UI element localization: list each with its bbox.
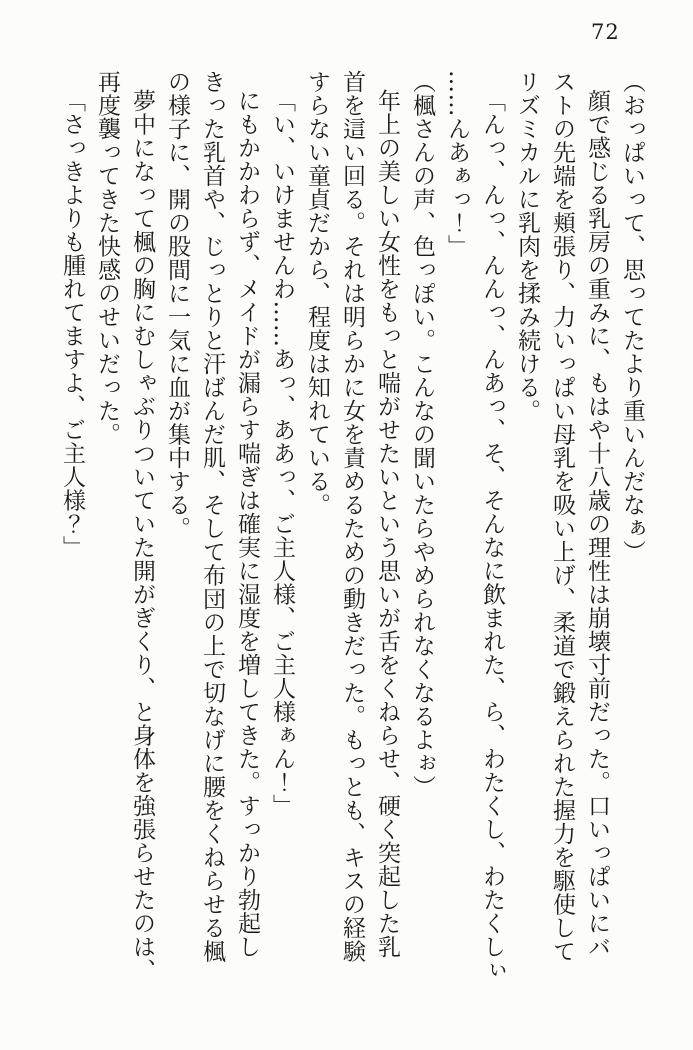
text-line: すらない童貞だから、程度は知れている。 xyxy=(304,70,330,517)
text-line: ……んあぁっ！」 xyxy=(444,70,470,258)
page-number: 72 xyxy=(591,20,620,44)
text-line: 年上の美しい女性をもっと喘がせたいという思いが舌をくねらせ、硬く突起した乳 xyxy=(374,89,400,959)
text-line: （おっぱいって、思ってたより重いんだなぁ） xyxy=(619,70,645,564)
text-line: 夢中になって楓の胸にむしゃぶりついていた開がぎくり、と身体を強張らせたのは、 xyxy=(129,89,155,982)
text-line: 「い、いけませんわ……あっ、ああっ、ご主人様、ご主人様ぁん！」 xyxy=(269,89,295,818)
text-line: にもかかわらず、メイドが漏らす喘ぎは確実に湿度を増してきた。すっかり勃起し xyxy=(234,89,260,959)
text-line: 顔で感じる乳房の重みに、もはや十八歳の理性は崩壊寸前だった。口いっぱいにバ xyxy=(584,89,610,959)
text-line: の様子に、開の股間に一気に血が集中する。 xyxy=(164,70,190,540)
text-line: リズミカルに乳肉を揉み続ける。 xyxy=(514,70,540,423)
vertical-text-block xyxy=(54,70,649,1002)
text-line: （楓さんの声、色っぽい。こんなの聞いたらやめられなくなるよぉ） xyxy=(409,70,435,799)
text-line: 「さっきよりも腫れてますよ、ご主人様？」 xyxy=(59,89,85,559)
text-line: きった乳首や、じっとりと汗ばんだ肌、そして布団の上で切なげに腰をくねらせる楓 xyxy=(199,70,225,963)
text-line: 再度襲ってきた快感のせいだった。 xyxy=(94,70,120,446)
text-line: 首を這い回る。それは明らかに女を責めるための動きだった。もっとも、キスの経験 xyxy=(339,70,365,963)
text-line: 「んっ、んっ、んんっ、んあっ、そ、そんなに飲まれた、ら、わたくし、わたくしぃ xyxy=(479,89,505,982)
text-line: ストの先端を頬張り、力いっぱい母乳を吸い上げ、柔道で鍛えられた握力を駆使して xyxy=(549,70,575,963)
